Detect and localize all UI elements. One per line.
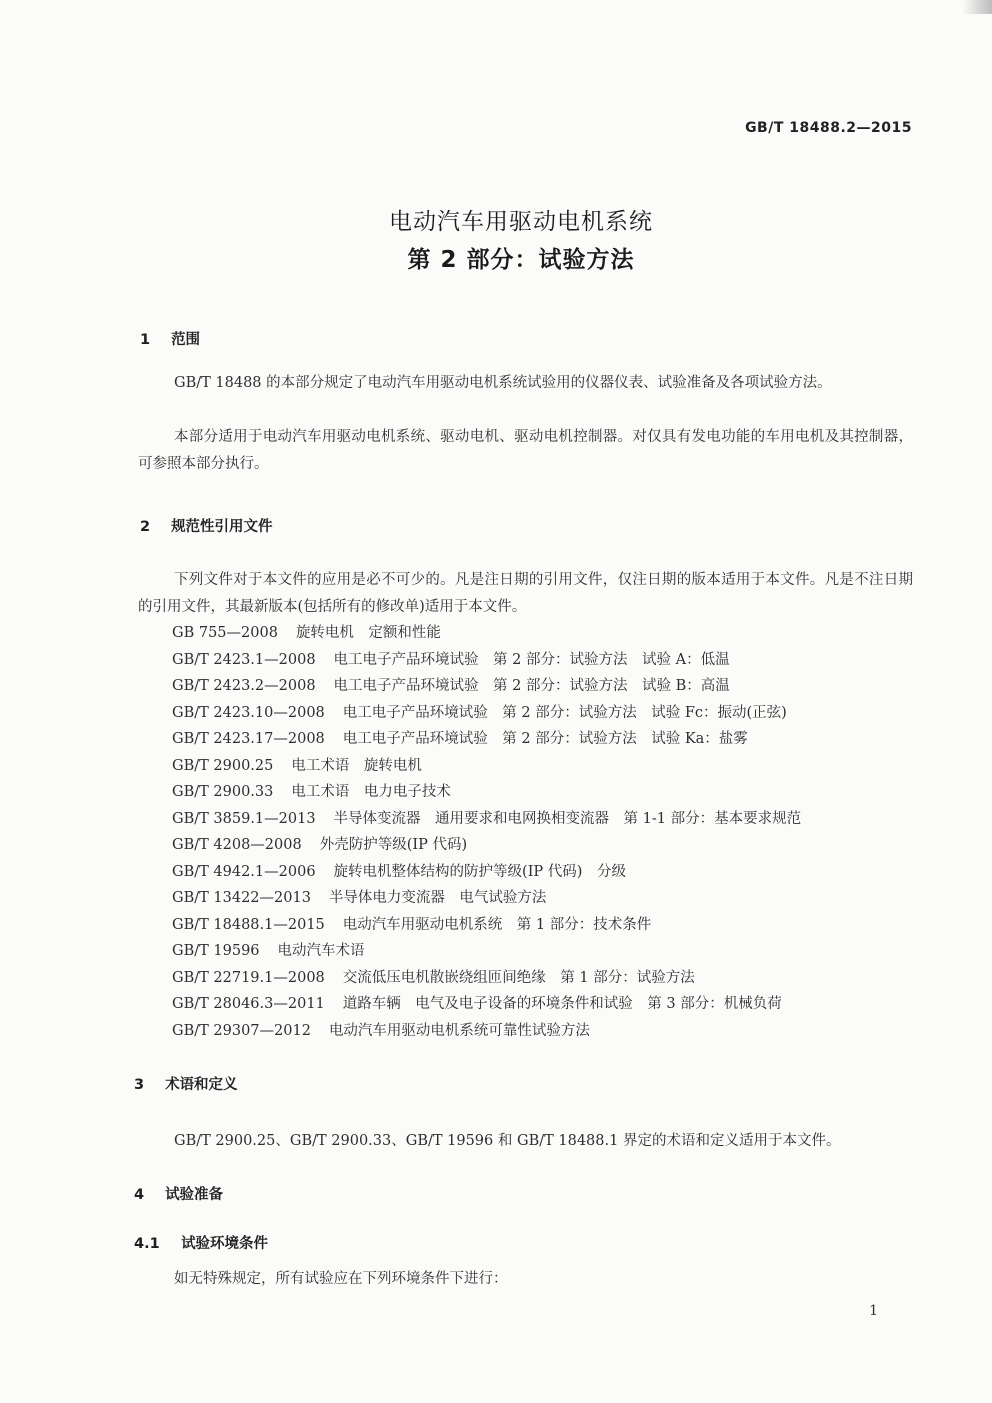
section-number: 3 bbox=[134, 1077, 145, 1093]
reference-title: 道路车辆 电气及电子设备的环境条件和试验 第 3 部分：机械负荷 bbox=[342, 996, 782, 1012]
reference-item bbox=[172, 912, 801, 939]
section-3-heading bbox=[134, 1073, 238, 1094]
normative-references-list bbox=[172, 620, 801, 1044]
reference-title: 电工术语 电力电子技术 bbox=[291, 784, 451, 800]
document-subtitle: 第 2 部分：试验方法 bbox=[407, 247, 635, 273]
reference-item bbox=[172, 779, 801, 806]
reference-code: GB/T 28046.3—2011 bbox=[172, 996, 325, 1012]
reference-code: GB/T 2900.33 bbox=[172, 784, 274, 800]
reference-item bbox=[172, 753, 801, 780]
reference-item bbox=[172, 832, 801, 859]
reference-item bbox=[172, 806, 801, 833]
reference-item bbox=[172, 620, 801, 647]
reference-code: GB/T 2423.1—2008 bbox=[172, 651, 316, 668]
reference-item bbox=[172, 991, 801, 1018]
reference-code: GB/T 13422—2013 bbox=[172, 890, 311, 906]
page-number: 1 bbox=[869, 1303, 878, 1319]
section-4-heading bbox=[134, 1183, 223, 1204]
reference-title: 外壳防护等级(IP 代码) bbox=[319, 837, 468, 853]
section-3-paragraph: GB/T 2900.25、GB/T 2900.33、GB/T 19596 和 GB/T 18488.1 界定的术语和定义适用于本文件。 bbox=[174, 1133, 841, 1149]
reference-item bbox=[172, 700, 801, 727]
reference-title: 电工术语 旋转电机 bbox=[291, 757, 422, 774]
scan-edge-shadow bbox=[962, 0, 992, 14]
reference-title: 交流低压电机散嵌绕组匝间绝缘 第 1 部分：试验方法 bbox=[342, 969, 695, 986]
section-number: 2 bbox=[140, 519, 151, 535]
section-4-1-heading bbox=[134, 1232, 268, 1253]
reference-title: 电工电子产品环境试验 第 2 部分：试验方法 试验 A：低温 bbox=[333, 651, 730, 668]
reference-item bbox=[172, 938, 801, 965]
reference-code: GB 755—2008 bbox=[172, 625, 278, 641]
reference-item bbox=[172, 673, 801, 700]
section-title: 术语和定义 bbox=[165, 1077, 238, 1093]
reference-code: GB/T 4208—2008 bbox=[172, 837, 302, 853]
section-2-heading bbox=[140, 515, 273, 536]
reference-title: 旋转电机整体结构的防护等级(IP 代码) 分级 bbox=[333, 863, 626, 880]
section-title: 试验环境条件 bbox=[181, 1236, 269, 1252]
reference-title: 电工电子产品环境试验 第 2 部分：试验方法 试验 Fc：振动(正弦) bbox=[342, 704, 787, 721]
reference-code: GB/T 19596 bbox=[172, 943, 260, 959]
section-title: 试验准备 bbox=[165, 1187, 224, 1203]
reference-code: GB/T 3859.1—2013 bbox=[172, 810, 316, 827]
reference-code: GB/T 2900.25 bbox=[172, 757, 274, 774]
standard-id: GB/T 18488.2—2015 bbox=[745, 120, 912, 136]
section-1-paragraph-1: GB/T 18488 的本部分规定了电动汽车用驱动电机系统试验用的仪器仪表、试验准备及各项试验方法。 bbox=[174, 375, 832, 391]
section-title: 规范性引用文件 bbox=[171, 519, 273, 535]
reference-item bbox=[172, 726, 801, 753]
reference-title: 电动汽车用驱动电机系统 第 1 部分：技术条件 bbox=[342, 916, 652, 933]
reference-code: GB/T 29307—2012 bbox=[172, 1022, 311, 1039]
reference-code: GB/T 2423.10—2008 bbox=[172, 704, 325, 721]
reference-title: 电动汽车术语 bbox=[277, 943, 365, 959]
reference-item bbox=[172, 885, 801, 912]
section-4-1-paragraph: 如无特殊规定，所有试验应在下列环境条件下进行： bbox=[174, 1271, 508, 1287]
reference-title: 电工电子产品环境试验 第 2 部分：试验方法 试验 Ka：盐雾 bbox=[342, 731, 748, 747]
section-title: 范围 bbox=[171, 332, 201, 348]
reference-title: 电工电子产品环境试验 第 2 部分：试验方法 试验 B：高温 bbox=[333, 678, 730, 694]
section-1-heading bbox=[140, 328, 200, 349]
reference-item bbox=[172, 965, 801, 992]
reference-title: 电动汽车用驱动电机系统可靠性试验方法 bbox=[328, 1022, 590, 1039]
reference-code: GB/T 22719.1—2008 bbox=[172, 969, 325, 986]
section-number: 1 bbox=[140, 332, 151, 348]
section-2-intro: 下列文件对于本文件的应用是必不可少的。凡是注日期的引用文件，仅注日期的版本适用于本文件。凡是不注日期的引用文件，其最新版本(包括所有的修改单)适用于本文件。 bbox=[138, 572, 913, 615]
reference-item bbox=[172, 1018, 801, 1045]
section-number: 4.1 bbox=[134, 1236, 160, 1252]
reference-code: GB/T 18488.1—2015 bbox=[172, 916, 325, 933]
reference-code: GB/T 2423.17—2008 bbox=[172, 731, 325, 747]
document-title: 电动汽车用驱动电机系统 bbox=[389, 209, 653, 235]
section-number: 4 bbox=[134, 1187, 145, 1203]
reference-item bbox=[172, 647, 801, 674]
reference-item bbox=[172, 859, 801, 886]
section-1-paragraph-2: 本部分适用于电动汽车用驱动电机系统、驱动电机、驱动电机控制器。对仅具有发电功能的车用电机及其控制器，可参照本部分执行。 bbox=[138, 429, 913, 472]
reference-code: GB/T 2423.2—2008 bbox=[172, 678, 316, 694]
reference-title: 半导体变流器 通用要求和电网换相变流器 第 1-1 部分：基本要求规范 bbox=[333, 810, 802, 827]
reference-title: 半导体电力变流器 电气试验方法 bbox=[328, 890, 547, 906]
reference-title: 旋转电机 定额和性能 bbox=[295, 625, 441, 641]
reference-code: GB/T 4942.1—2006 bbox=[172, 863, 316, 880]
